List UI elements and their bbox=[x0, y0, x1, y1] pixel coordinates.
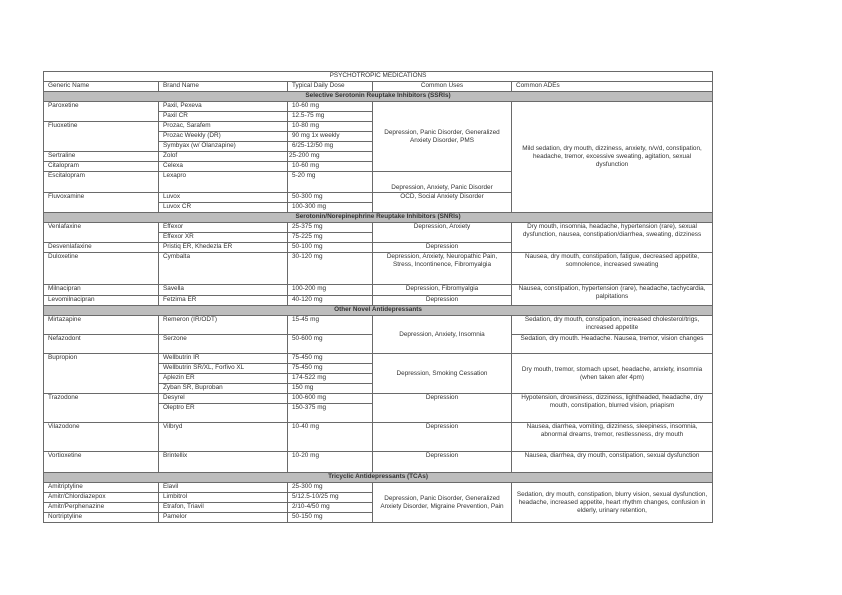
section-header-other-novel: Other Novel Antidepressants bbox=[44, 306, 713, 316]
common-uses: Depression bbox=[373, 243, 512, 253]
header-generic-name: Generic Name bbox=[44, 82, 159, 92]
brand-name: Prozac, Sarafem bbox=[159, 122, 288, 132]
brand-name: Effexor XR bbox=[159, 233, 288, 243]
common-ades: Nausea, dry mouth, constipation, fatigue, decreased appetite, somnolence, increased sweating bbox=[512, 253, 713, 285]
common-ades: Mild sedation, dry mouth, dizziness, anxiety, n/v/d, constipation, headache, tremor, excessive sweating, agitation, sexual dysfunction bbox=[512, 102, 713, 213]
dose: 75-450 mg bbox=[288, 354, 373, 364]
dose: 50-150 mg bbox=[288, 513, 373, 523]
generic-name: Nefazodont bbox=[44, 335, 159, 354]
brand-name: Luvox bbox=[159, 193, 288, 203]
generic-name: Paroxetine bbox=[44, 102, 159, 122]
brand-name: Wellbutrin IR bbox=[159, 354, 288, 364]
dose: 10-40 mg bbox=[288, 423, 373, 452]
table-row bbox=[44, 223, 713, 233]
table-row bbox=[44, 354, 713, 364]
generic-name: Fluvoxamine bbox=[44, 193, 159, 213]
common-ades: Sedation, dry mouth. Headache. Nausea, tremor, vision changes bbox=[512, 335, 713, 354]
dose: 10-20 mg bbox=[288, 452, 373, 473]
dose: 10-80 mg bbox=[288, 122, 373, 132]
generic-name: Vortioxetine bbox=[44, 452, 159, 473]
dose: 100-600 mg bbox=[288, 394, 373, 404]
section-header-ssris: Selective Serotonin Reuptake Inhibitors (SSRIs) bbox=[44, 92, 713, 102]
brand-name: Fetzima ER bbox=[159, 296, 288, 306]
generic-name: Vilazodone bbox=[44, 423, 159, 452]
dose: 40-120 mg bbox=[288, 296, 373, 306]
dose: 50-300 mg bbox=[288, 193, 373, 203]
table-row bbox=[44, 285, 713, 296]
section-header-snris: Serotonin/Norepinephrine Reuptake Inhibitors (SNRIs) bbox=[44, 213, 713, 223]
generic-name: Venlafaxine bbox=[44, 223, 159, 243]
brand-name: Savella bbox=[159, 285, 288, 296]
dose: 90 mg 1x weekly bbox=[288, 132, 373, 142]
common-ades: Nausea, diarrhea, vomiting, dizziness, sleepiness, insomnia, abnormal dreams, tremor, restlessness, dry mouth bbox=[512, 423, 713, 452]
common-uses: Depression, Anxiety, Panic Disorder bbox=[373, 172, 512, 193]
dose: 2/10-4/50 mg bbox=[288, 503, 373, 513]
brand-name: Desyrel bbox=[159, 394, 288, 404]
dose: 75-225 mg bbox=[288, 233, 373, 243]
generic-name: Trazodone bbox=[44, 394, 159, 423]
brand-name: Wellbutrin SR/XL, Forfivo XL bbox=[159, 364, 288, 374]
brand-name: Zolof bbox=[159, 152, 288, 162]
common-uses: Depression, Anxiety, Neuropathic Pain, Stress, Incontinence, Fibromyalgia bbox=[373, 253, 512, 285]
dose: 50-600 mg bbox=[288, 335, 373, 354]
table-row bbox=[44, 316, 713, 335]
brand-name: Brintellix bbox=[159, 452, 288, 473]
common-ades: Nausea, diarrhea, dry mouth, constipation, sexual dysfunction bbox=[512, 452, 713, 473]
dose: 174-522 mg bbox=[288, 374, 373, 384]
common-uses: Depression, Fibromyalgia bbox=[373, 285, 512, 296]
brand-name: Prozac Weekly (DR) bbox=[159, 132, 288, 142]
generic-name: Milnacipran bbox=[44, 285, 159, 296]
brand-name: Pamelor bbox=[159, 513, 288, 523]
brand-name: Elavil bbox=[159, 483, 288, 493]
brand-name: Serzone bbox=[159, 335, 288, 354]
common-uses: Depression, Anxiety, Insomnia bbox=[373, 316, 512, 354]
common-ades: Sedation, dry mouth, constipation, blurry vision, sexual dysfunction, headache, increased appetite, heart rhythm changes, confusion in elderly, urinary retention, bbox=[512, 483, 713, 523]
generic-name: Duloxetine bbox=[44, 253, 159, 285]
common-ades: Dry mouth, insomnia, headache, hypertension (rare), sexual dysfunction, nausea, constipation/diarrhea, sweating, dizziness bbox=[512, 223, 713, 253]
generic-name: Amitr/Chlordiazepox bbox=[44, 493, 159, 503]
common-ades: Nausea, constipation, hypertension (rare), headache, tachycardia, palpitations bbox=[512, 285, 713, 306]
common-uses: Depression, Panic Disorder, Generalized Anxiety Disorder, PMS bbox=[373, 102, 512, 172]
brand-name: Vilbryd bbox=[159, 423, 288, 452]
common-ades: Hypotension, drowsiness, dizziness, lightheaded, headache, dry mouth, constipation, blurred vision, priapism bbox=[512, 394, 713, 423]
dose: 12.5-75 mg bbox=[288, 112, 373, 122]
dose: 25-200 mg bbox=[288, 152, 373, 162]
dose: 100-300 mg bbox=[288, 203, 373, 213]
generic-name: Mirtazapine bbox=[44, 316, 159, 335]
dose: 150-375 mg bbox=[288, 404, 373, 423]
table-row bbox=[44, 483, 713, 493]
generic-name: Sertraline bbox=[44, 152, 159, 162]
dose: 5/12.5-10/25 mg bbox=[288, 493, 373, 503]
dose: 10-60 mg bbox=[288, 162, 373, 172]
generic-name: Bupropion bbox=[44, 354, 159, 394]
common-uses: Depression bbox=[373, 423, 512, 452]
table-row bbox=[44, 253, 713, 285]
brand-name: Celexa bbox=[159, 162, 288, 172]
dose: 75-450 mg bbox=[288, 364, 373, 374]
brand-name: Luvox CR bbox=[159, 203, 288, 213]
common-uses: Depression, Anxiety bbox=[373, 223, 512, 243]
brand-name: Zyban SR, Buproban bbox=[159, 384, 288, 394]
section-header-tcas: Tricyclic Antidepressants (TCAs) bbox=[44, 473, 713, 483]
common-uses: Depression bbox=[373, 296, 512, 306]
brand-name: Paxil CR bbox=[159, 112, 288, 122]
generic-name: Amitriptyline bbox=[44, 483, 159, 493]
dose: 100-200 mg bbox=[288, 285, 373, 296]
brand-name: Symbyax (w/ Olanzapine) bbox=[159, 142, 288, 152]
dose: 6/25-12/50 mg bbox=[288, 142, 373, 152]
common-uses: Depression, Smoking Cessation bbox=[373, 354, 512, 394]
common-uses: Depression bbox=[373, 394, 512, 423]
brand-name: Limbitrol bbox=[159, 493, 288, 503]
generic-name: Nortriptyline bbox=[44, 513, 159, 523]
dose: 15-45 mg bbox=[288, 316, 373, 335]
common-ades: Dry mouth, tremor, stomach upset, headache, anxiety, insomnia (when taken afer 4pm) bbox=[512, 354, 713, 394]
header-brand-name: Brand Name bbox=[159, 82, 288, 92]
common-ades: Sedation, dry mouth, constipation, increased cholesterol/trigs, increased appetite bbox=[512, 316, 713, 335]
header-typical-daily-dose: Typical Daily Dose bbox=[288, 82, 373, 92]
generic-name: Fluoxetine bbox=[44, 122, 159, 152]
generic-name: Escitalopram bbox=[44, 172, 159, 193]
brand-name: Cymbalta bbox=[159, 253, 288, 285]
brand-name: Pristiq ER, Khedezla ER bbox=[159, 243, 288, 253]
dose: 50-100 mg bbox=[288, 243, 373, 253]
common-uses: Depression, Panic Disorder, Generalized Anxiety Disorder, Migraine Prevention, Pain bbox=[373, 483, 512, 523]
dose: 5-20 mg bbox=[288, 172, 373, 193]
generic-name: Amitr/Perphenazine bbox=[44, 503, 159, 513]
dose: 10-60 mg bbox=[288, 102, 373, 112]
table-row bbox=[44, 394, 713, 404]
common-uses: OCD, Social Anxiety Disorder bbox=[373, 193, 512, 213]
brand-name: Lexapro bbox=[159, 172, 288, 193]
dose: 25-300 mg bbox=[288, 483, 373, 493]
brand-name: Paxil, Pexeva bbox=[159, 102, 288, 112]
table-row bbox=[44, 102, 713, 112]
brand-name: Effexor bbox=[159, 223, 288, 233]
header-common-ades: Common ADEs bbox=[512, 82, 713, 92]
table-row bbox=[44, 452, 713, 473]
table-row bbox=[44, 423, 713, 452]
brand-name: Remeron (IR/ODT) bbox=[159, 316, 288, 335]
header-row bbox=[44, 82, 713, 92]
generic-name: Levomilnacipran bbox=[44, 296, 159, 306]
generic-name: Desvenlafaxine bbox=[44, 243, 159, 253]
dose: 150 mg bbox=[288, 384, 373, 394]
brand-name: Aplezin ER bbox=[159, 374, 288, 384]
common-uses: Depression bbox=[373, 452, 512, 473]
dose: 25-375 mg bbox=[288, 223, 373, 233]
generic-name: Citalopram bbox=[44, 162, 159, 172]
psychotropic-medications-table bbox=[43, 71, 713, 523]
dose: 30-120 mg bbox=[288, 253, 373, 285]
header-common-uses: Common Uses bbox=[373, 82, 512, 92]
brand-name: Etrafon, Triavil bbox=[159, 503, 288, 513]
brand-name: Oleptro ER bbox=[159, 404, 288, 423]
table-title: PSYCHOTROPIC MEDICATIONS bbox=[44, 72, 713, 82]
